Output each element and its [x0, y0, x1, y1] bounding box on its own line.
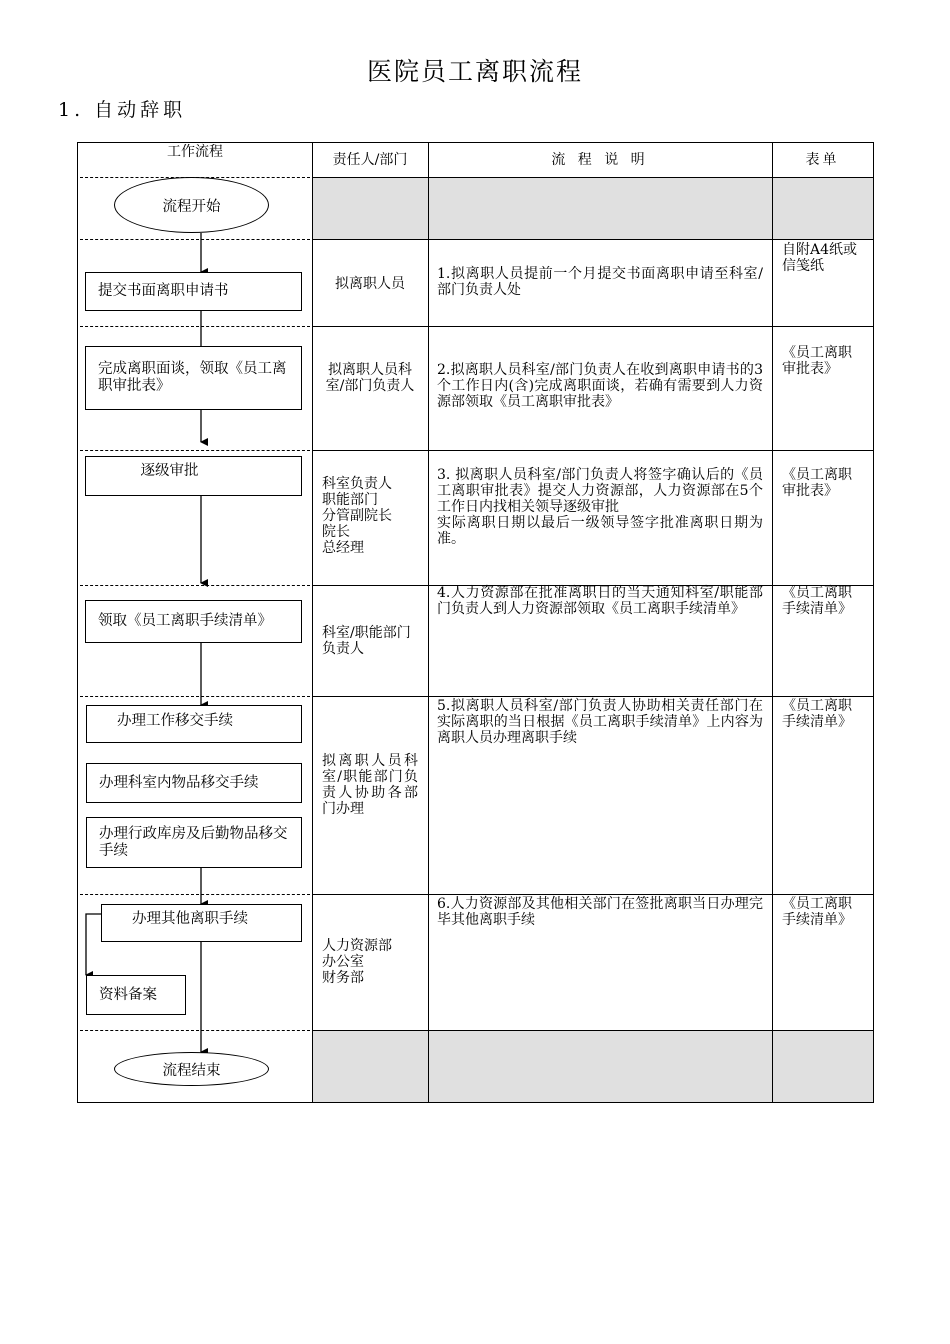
flow-step-approval: 逐级审批 — [85, 456, 302, 496]
row4-responsible: 科室/职能部门负责人 — [322, 625, 411, 657]
flow-step-archive: 资料备案 — [86, 975, 186, 1015]
row4-description: 4.人力资源部在批准离职日的当天通知科室/职能部门负责人到人力资源部领取《员工离职手续清单》 — [437, 585, 763, 617]
row4-form: 《员工离职手续清单》 — [782, 585, 852, 617]
row5-description: 5.拟离职人员科室/部门负责人协助相关责任部门在实际离职的当日根据《员工离职手续清单》上内容为离职人员办理离职手续 — [437, 698, 763, 746]
row3-description: 3. 拟离职人员科室/部门负责人将签字确认后的《员工离职审批表》提交人力资源部，人力资源部在5个工作日内找相关领导逐级审批 实际离职日期以最后一级领导签字批准离职日期为准。 — [437, 467, 763, 547]
row1-description: 1.拟离职人员提前一个月提交书面离职申请至科室/部门负责人处 — [437, 266, 763, 298]
flow-start-oval: 流程开始 — [114, 177, 269, 233]
row6-form: 《员工离职手续清单》 — [782, 896, 852, 928]
flow-end-oval: 流程结束 — [114, 1052, 269, 1086]
section-heading: 1. 自动辞职 — [58, 99, 187, 121]
flow-step-admin-items-handover: 办理行政库房及后勤物品移交手续 — [86, 817, 302, 868]
row1-form: 自附A4纸或信笺纸 — [782, 242, 858, 274]
flow-step-get-checklist: 领取《员工离职手续清单》 — [85, 600, 302, 643]
row6-description: 6.人力资源部及其他相关部门在签批离职当日办理完毕其他离职手续 — [437, 896, 763, 928]
arrow-step6-to-archive — [86, 914, 101, 975]
flow-step-work-handover: 办理工作移交手续 — [86, 705, 302, 743]
row3-form: 《员工离职审批表》 — [782, 467, 852, 499]
flow-step-other-procedures: 办理其他离职手续 — [101, 904, 302, 942]
row2-description: 2.拟离职人员科室/部门负责人在收到离职申请书的3个工作日内(含)完成离职面谈，若确有需要到人力资源部领取《员工离职审批表》 — [437, 362, 763, 410]
page-title: 医院员工离职流程 — [366, 57, 583, 86]
row1-responsible: 拟离职人员 — [335, 276, 405, 292]
header-workflow: 工作流程 — [167, 144, 223, 160]
flow-step-submit-resignation: 提交书面离职申请书 — [85, 272, 302, 311]
row6-responsible: 人力资源部 办公室 财务部 — [322, 938, 392, 986]
row3-responsible: 科室负责人 职能部门 分管副院长 院长 总经理 — [322, 476, 392, 556]
flow-step-exit-interview: 完成离职面谈，领取《员工离职审批表》 — [85, 346, 302, 410]
row2-responsible: 拟离职人员科室/部门负责人 — [325, 362, 415, 394]
row5-responsible: 拟离职人员科室/职能部门负责人协助各部门办理 — [322, 753, 418, 817]
row2-form: 《员工离职审批表》 — [782, 345, 852, 377]
row5-form: 《员工离职手续清单》 — [782, 698, 852, 730]
header-responsible: 责任人/部门 — [332, 152, 408, 168]
flow-step-dept-items-handover: 办理科室内物品移交手续 — [86, 763, 302, 803]
header-form: 表单 — [805, 152, 840, 168]
header-description: 流 程 说 明 — [551, 152, 649, 168]
